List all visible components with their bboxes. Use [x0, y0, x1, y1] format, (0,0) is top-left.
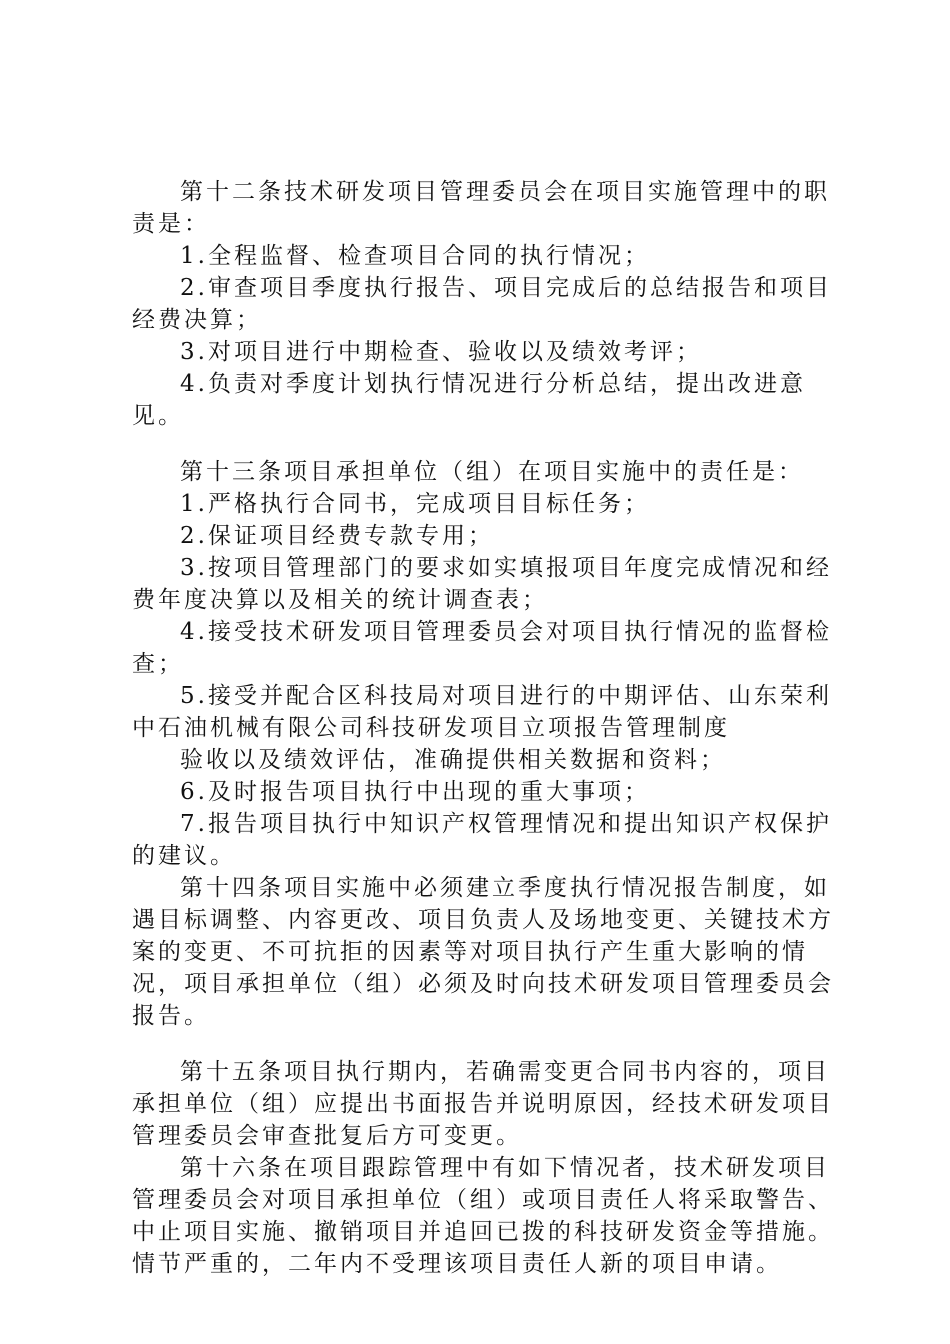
article-13-item-1: 1.严格执行合同书，完成项目目标任务；	[180, 491, 650, 517]
article-12-heading: 第十二条技术研发项目管理委员会在项目实施管理中的职责是：	[132, 179, 830, 237]
article-12-item-1: 1.全程监督、检查项目合同的执行情况；	[180, 243, 650, 269]
article-12-item-3: 3.对项目进行中期检查、验收以及绩效考评；	[180, 339, 702, 365]
article-16: 第十六条在项目跟踪管理中有如下情况者，技术研发项目管理委员会对项目承担单位（组）或项目责任人将采取警告、中止项目实施、撤销项目并追回已拨的科技研发资金等措施。情节严重的，二年内不受理该项目责任人新的项目申请。	[132, 1155, 834, 1277]
article-14: 第十四条项目实施中必须建立季度执行情况报告制度，如遇目标调整、内容更改、项目负责人及场地变更、关键技术方案的变更、不可抗拒的因素等对项目执行产生重大影响的情况，项目承担单位（组）必须及时向技术研发项目管理委员会报告。	[132, 875, 834, 1029]
article-13-item-2: 2.保证项目经费专款专用；	[180, 523, 494, 549]
article-13-heading: 第十三条项目承担单位（组）在项目实施中的责任是：	[180, 459, 804, 485]
article-12-item-2: 2.审查项目季度执行报告、项目完成后的总结报告和项目经费决算；	[132, 275, 832, 333]
article-13-item-4: 4.接受技术研发项目管理委员会对项目执行情况的监督检查；	[132, 619, 832, 677]
article-13-item-3: 3.按项目管理部门的要求如实填报项目年度完成情况和经费年度决算以及相关的统计调查表；	[132, 555, 832, 613]
article-12-item-4: 4.负责对季度计划执行情况进行分析总结，提出改进意见。	[132, 371, 806, 429]
document-body	[132, 176, 852, 1280]
article-13-item-5: 5.接受并配合区科技局对项目进行的中期评估、山东荣利中石油机械有限公司科技研发项目立项报告管理制度	[132, 683, 832, 741]
article-13-item-6: 6.及时报告项目执行中出现的重大事项；	[180, 779, 650, 805]
article-13-item-7: 7.报告项目执行中知识产权管理情况和提出知识产权保护的建议。	[132, 811, 832, 869]
article-13-item-5-continued: 验收以及绩效评估，准确提供相关数据和资料；	[180, 747, 726, 773]
article-15: 第十五条项目执行期内，若确需变更合同书内容的，项目承担单位（组）应提出书面报告并说明原因，经技术研发项目管理委员会审查批复后方可变更。	[132, 1059, 834, 1149]
